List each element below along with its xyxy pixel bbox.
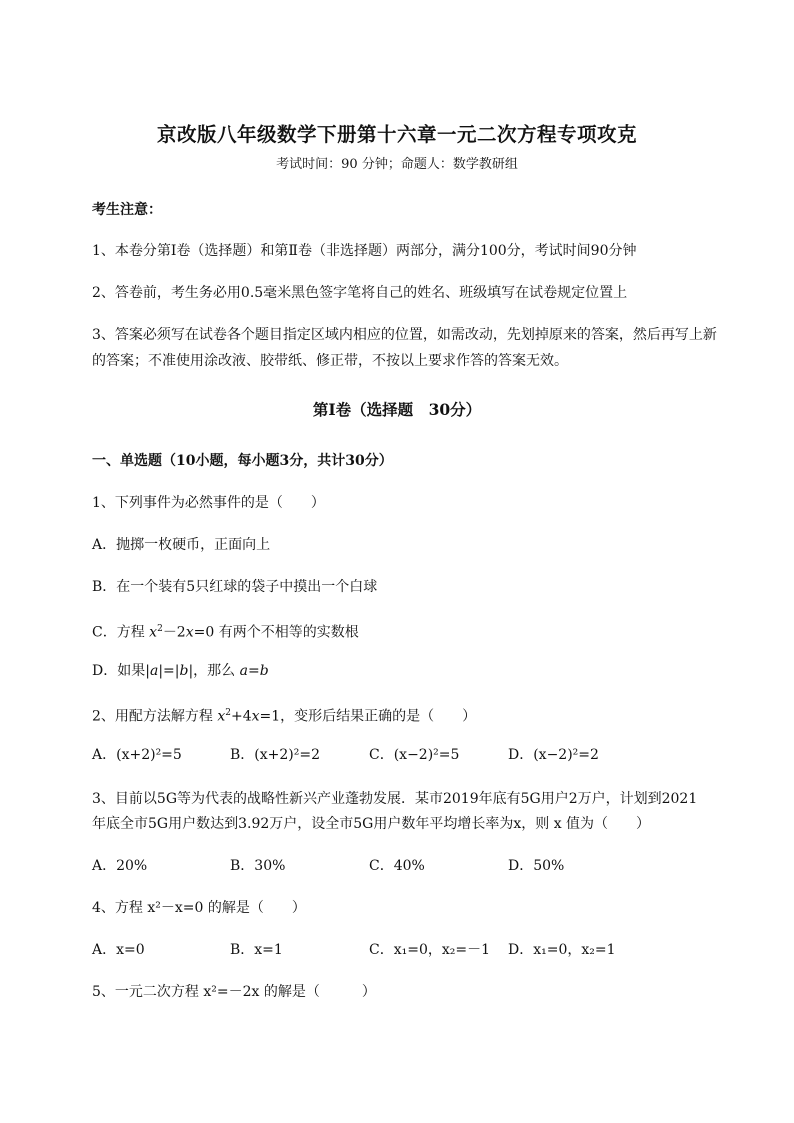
option-a: A．20%: [92, 858, 148, 874]
options-row: [92, 941, 712, 959]
options-row: [92, 746, 712, 764]
option-c: C．x₁=0，x₂=－1: [369, 942, 491, 958]
option-a: A．(x+2)²=5: [92, 747, 182, 763]
option-b: B．x=1: [230, 942, 283, 958]
option-c: C．方程 $x^2-2x=0$ 有两个不相等的实数根: [92, 624, 359, 641]
stem-prefix: 2、用配方法解方程: [92, 708, 218, 725]
option-d-mid: |=|: [158, 663, 180, 679]
notice-item: 3、答案必须写在试卷各个题目指定区域内相应的位置，如需改动，先划掉原来的答案，然后再写上新: [92, 327, 717, 343]
math-var: x: [185, 624, 194, 641]
question-stem: 5、一元二次方程 x²=－2x 的解是（ ）: [92, 984, 376, 1000]
notice-item: 2、答卷前，考生务必用0.5毫米黑色签字笔将自己的姓名、班级填写在试卷规定位置上: [92, 285, 628, 301]
section-title: 第Ⅰ卷（选择题 30分）: [312, 400, 482, 419]
math-var: a: [149, 663, 159, 679]
option-a: A．抛掷一枚硬币，正面向上: [92, 537, 271, 553]
exam-info: 考试时间：90 分钟；命题人：数学教研组: [276, 157, 518, 172]
option-c-prefix: C．方程: [92, 624, 150, 641]
option-b: B．在一个装有5只红球的袋子中摸出一个白球: [92, 579, 378, 595]
question-stem-cont: 年底全市5G用户数达到3.92万户，设全市5G用户数年平均增长率为x，则 x 值为（ ）: [92, 816, 651, 832]
math-var: x: [251, 708, 260, 725]
part-heading: 一、单选题（10小题，每小题3分，共计30分）: [92, 453, 393, 469]
math-var: x: [149, 624, 158, 641]
option-d: D．50%: [508, 858, 565, 874]
option-c: C．40%: [369, 858, 425, 874]
option-d-mid2: |，那么: [188, 663, 240, 679]
options-row: [92, 857, 712, 875]
option-c-mid: －2: [162, 624, 186, 641]
option-c: C．(x−2)²=5: [369, 747, 460, 763]
math-var: b: [179, 663, 189, 679]
notice-heading: 考生注意：: [92, 202, 162, 218]
option-b: B．30%: [230, 858, 286, 874]
option-a: A．x=0: [92, 942, 145, 958]
stem-suffix: =1，变形后结果正确的是（ ）: [259, 708, 477, 725]
question-stem: 4、方程 x²－x=0 的解是（ ）: [92, 900, 306, 916]
math-var: a: [239, 663, 248, 679]
notice-item: 的答案；不准使用涂改液、胶带纸、修正带，不按以上要求作答的答案无效。: [92, 353, 568, 369]
math-var: x: [217, 708, 226, 725]
notice-item: 1、本卷分第Ⅰ卷（选择题）和第Ⅱ卷（非选择题）两部分，满分100分，考试时间90分钟: [92, 243, 637, 259]
option-d: D．(x−2)²=2: [508, 747, 599, 763]
option-d-prefix: D．如果|: [92, 663, 150, 679]
option-c-suffix: =0 有两个不相等的实数根: [193, 624, 359, 641]
question-stem: 2、用配方法解方程 $x^2+4x=1$，变形后结果正确的是（ ）: [92, 708, 477, 725]
stem-mid: +4: [231, 708, 252, 725]
question-stem: 1、下列事件为必然事件的是（ ）: [92, 495, 325, 511]
option-d: [92, 662, 269, 680]
math-var: b: [259, 663, 269, 679]
equals-sign: =: [247, 663, 260, 679]
option-d: D．x₁=0，x₂=1: [508, 942, 616, 958]
option-b: B．(x+2)²=2: [230, 747, 320, 763]
question-stem: 3、目前以5G等为代表的战略性新兴产业蓬勃发展．某市2019年底有5G用户2万户，计划到2021: [92, 791, 698, 807]
page-title: 京改版八年级数学下册第十六章一元二次方程专项攻克: [156, 123, 637, 146]
